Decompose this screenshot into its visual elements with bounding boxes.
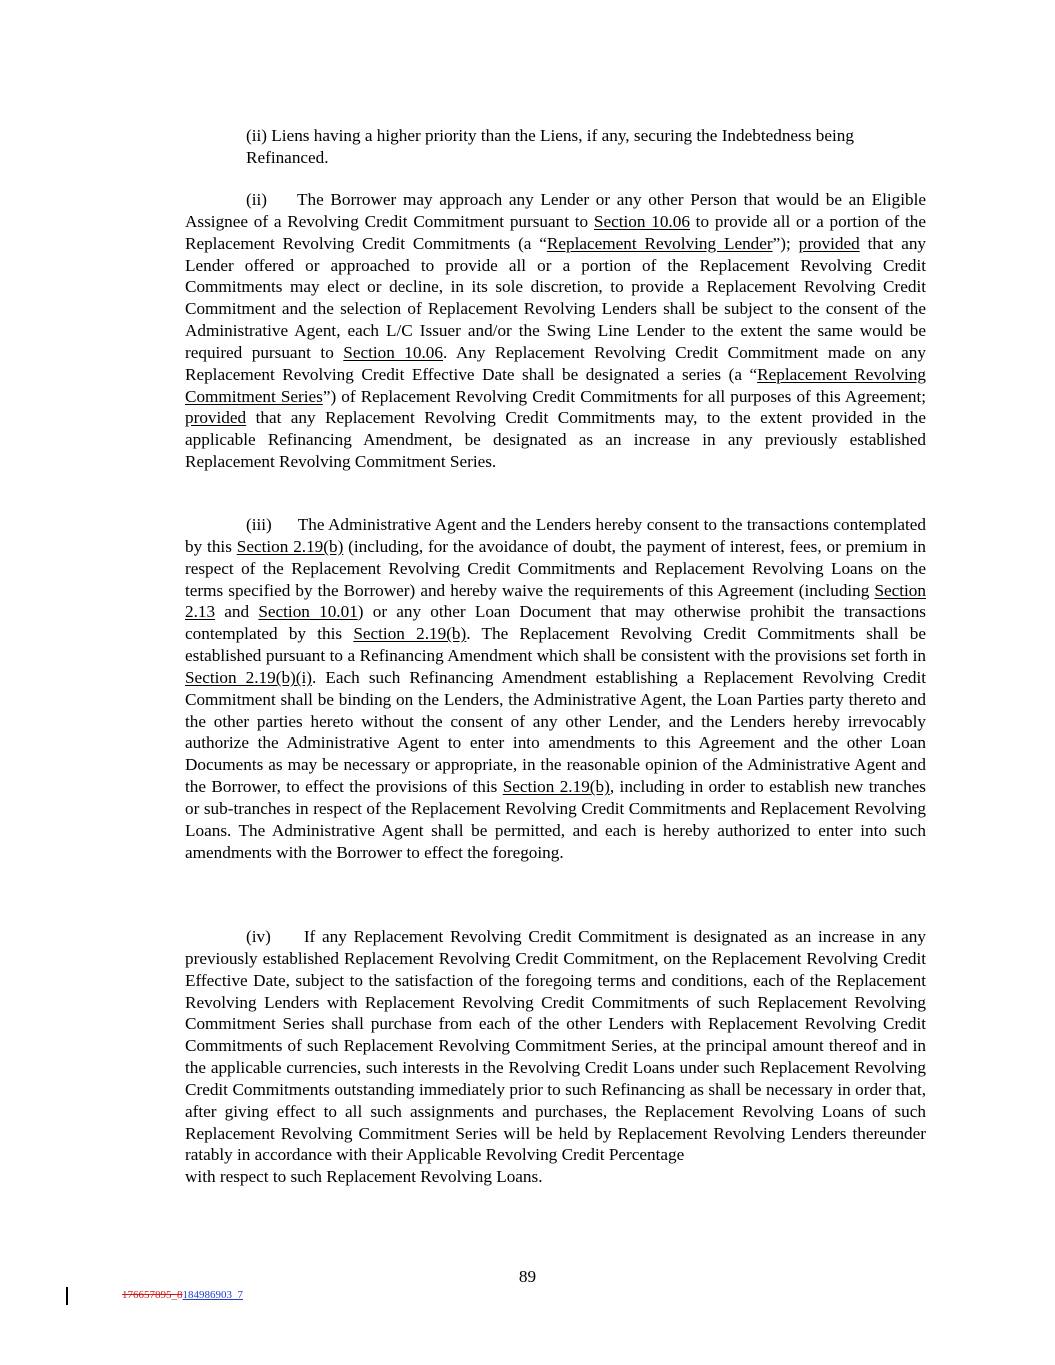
paragraph-ii	[185, 189, 926, 473]
paragraph-text: . The Replacement Revolving Credit Commitments shall be established pursuant to a Refinancing Amendment which shall be consistent with the provisions set forth in	[185, 624, 926, 666]
defined-term: Replacement Revolving Lender	[546, 233, 773, 253]
paragraph-text: , including in order to establish new tranches or sub-tranches in respect of the Replacement Revolving Credit Commitments and Replacement Revolving Loans. The Administrative Agent shall be permitted, and each is hereby authorized to enter into such amendments with the Borrower to effect the foregoing.	[185, 777, 926, 862]
paragraph-text: ”) of Replacement Revolving Credit Commitments for all purposes of this Agreement;	[322, 386, 926, 406]
paragraph-marker: (iv)	[246, 927, 271, 946]
paragraph-last-line: with respect to such Replacement Revolving Loans.	[185, 1167, 543, 1187]
paragraph-text: to provide all or a portion of the Replacement Revolving Credit Commitments (a “	[185, 211, 926, 253]
paragraph-text: ) or any other Loan Document that may otherwise prohibit the transactions contemplated by this	[185, 602, 926, 644]
page-number: 89	[518, 1267, 537, 1286]
document-id	[122, 1289, 243, 1302]
paragraph-text: If any Replacement Revolving Credit Commitment is designated as an increase in any previously established Replacement Revolving Credit Commitment, on the Replacement Revolving Credit Effective Date, subject to the satisfaction of the foregoing terms and conditions, each of the Replacement Revolving Lenders with Replacement Revolving Credit Commitments of such Replacement Revolving Commitment Series shall purchase from each of the other Lenders with Replacement Revolving Credit Commitments of such Replacement Revolving Commitment Series, at the principal amount thereof and in the applicable currencies, such interests in the Revolving Credit Loans under such Replacement Revolving Credit Commitments outstanding immediately prior to such Refinancing as shall be necessary in order that, after giving effect to all such assignments and purchases, the Replacement Revolving Loans of such Replacement Revolving Commitment Series will be held by Replacement Revolving Lenders thereunder ratably in accordance with their Applicable Revolving Credit Percentage	[185, 927, 926, 1165]
section-reference: Section 2.19(b)	[236, 536, 344, 556]
section-reference: Section 2.19(b)(i)	[185, 667, 312, 687]
section-reference: Section 2.13	[185, 580, 926, 622]
paragraph-marker: (iii)	[246, 515, 272, 534]
document-id-inserted: 184986903_7	[182, 1289, 243, 1301]
section-reference: Section 10.06	[593, 211, 690, 231]
paragraph-text: and	[215, 602, 259, 622]
paragraph-text: (including, for the avoidance of doubt, the payment of interest, fees, or premium in respect of the Replacement Revolving Credit Commitments and Replacement Revolving Loans on the terms specified by the Borrower) and hereby waive the requirements of this Agreement (including	[185, 536, 926, 600]
defined-term: Replacement Revolving Commitment Series	[185, 364, 926, 406]
paragraph-text: . Each such Refinancing Amendment establishing a Replacement Revolving Credit Commitment shall be binding on the Lenders, the Administrative Agent, the Loan Parties party thereto and the other parties hereto without the consent of any other Lender, and the Lenders hereby irrevocably authorize the Administrative Agent to enter into amendments to this Agreement and the other Loan Documents as may be necessary or appropriate, in the reasonable opinion of the Administrative Agent and the Borrower, to effect the provisions of this	[185, 667, 926, 797]
paragraph-text: The Borrower may approach any Lender or any other Person that would be an Eligible Assignee of a Revolving Credit Commitment pursuant to	[185, 190, 926, 231]
section-reference: Section 2.19(b)	[502, 777, 610, 797]
paragraph-marker: (ii)	[246, 190, 267, 209]
proviso-term: provided	[798, 233, 860, 253]
proviso-term: provided	[185, 408, 247, 428]
section-reference: Section 10.01	[258, 602, 358, 622]
paragraph-ii-continuation: (ii) Liens having a higher priority than the Liens, if any, securing the Indebtedness being Refinanced.	[246, 126, 854, 167]
change-bar	[66, 1287, 68, 1305]
document-id-deleted: 176657895_8	[122, 1289, 183, 1301]
paragraph-iii	[185, 514, 926, 864]
section-reference: Section 2.19(b)	[353, 624, 467, 644]
section-reference: Section 10.06	[343, 342, 443, 362]
paragraph-iv	[185, 926, 926, 1188]
paragraph-text: . Any Replacement Revolving Credit Commitment made on any Replacement Revolving Credit Effective Date shall be designated a series (a “	[185, 342, 926, 384]
paragraph-text: that any Replacement Revolving Credit Commitments may, to the extent provided in the applicable Refinancing Amendment, be designated as an increase in any previously established Replacement Revolving Commitment Series.	[185, 408, 926, 472]
paragraph-text: that any Lender offered or approached to provide all or a portion of the Replacement Revolving Credit Commitments may elect or decline, in its sole discretion, to provide a Replacement Revolving Credit Commitment and the selection of Replacement Revolving Lenders shall be subject to the consent of the Administrative Agent, each L/C Issuer and/or the Swing Line Lender to the extent the same would be required pursuant to	[185, 233, 927, 362]
paragraph-text: The Administrative Agent and the Lenders hereby consent to the transactions contemplated by this	[185, 515, 926, 556]
paragraph-text: ”);	[772, 233, 799, 253]
